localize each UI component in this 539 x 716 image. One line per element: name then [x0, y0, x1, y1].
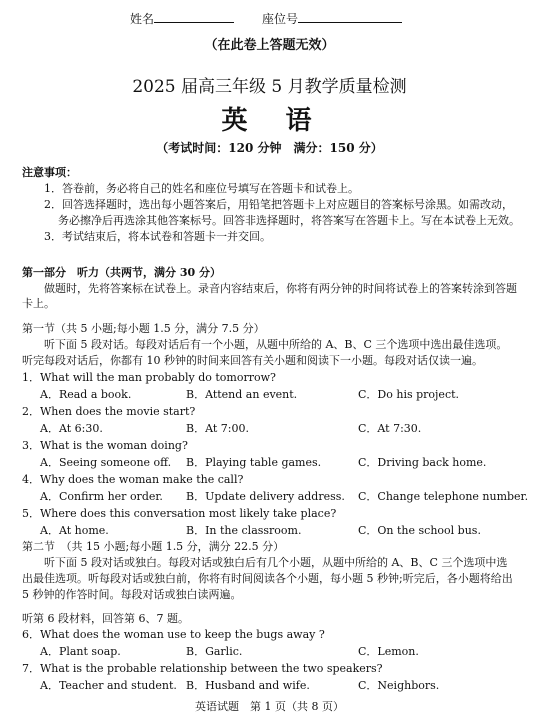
option-2a: A．At 6:30. [40, 422, 103, 435]
option-5a: A．At home. [40, 524, 109, 537]
option-2b: B．At 7:00. [186, 422, 249, 435]
question-2: 2．When does the movie start? [22, 405, 196, 418]
instruction-item: 务必擦净后再选涂其他答案标号。回答非选择题时，将答案写在答题卡上。写在本试卷上无效。 [58, 214, 520, 227]
option-5b: B．In the classroom. [186, 524, 302, 537]
section1-heading: 第一节（共 5 小题;每小题 1.5 分，满分 7.5 分） [22, 322, 265, 335]
option-4a: A．Confirm her order. [40, 490, 163, 503]
no-answer-notice: （在此卷上答题无效） [204, 38, 335, 53]
subject-title: 英 语 [221, 106, 318, 136]
section2-intro-line: 出最佳选项。听每段对话或独白前，你将有时间阅读各个小题，每小题 5 秒钟;听完后，各小题将给出 [22, 572, 513, 585]
seat-field[interactable] [262, 10, 402, 27]
part1-heading: 第一部分 听力（共两节，满分 30 分） [22, 266, 221, 279]
page-footer: 英语试题 第 1 页（共 8 页） [195, 700, 344, 713]
option-1c: C．Do his project. [358, 388, 460, 401]
question-4: 4．Why does the woman make the call? [22, 473, 244, 486]
exam-info: （考试时间：120 分钟 满分：150 分） [156, 141, 383, 155]
option-7c: C．Neighbors. [358, 679, 440, 692]
option-1b: B．Attend an event. [186, 388, 298, 401]
question-3: 3．What is the woman doing? [22, 439, 188, 452]
instruction-item: 1．答卷前，务必将自己的姓名和座位号填写在答题卡和试卷上。 [44, 182, 359, 195]
section1-intro-line: 听下面 5 段对话。每段对话后有一个小题，从题中所给的 A、B、C 三个选项中选出最佳选项。 [44, 338, 508, 351]
name-label: 姓名 [130, 12, 155, 26]
instructions-heading: 注意事项： [22, 166, 77, 179]
option-1a: A．Read a book. [40, 388, 132, 401]
option-3b: B．Playing table games. [186, 456, 322, 469]
section1-intro-line: 听完每段对话后，你都有 10 秒钟的时间来回答有关小题和阅读下一小题。每段对话仅读一遍。 [22, 354, 483, 367]
option-6c: C．Lemon. [358, 645, 419, 658]
question-1: 1．What will the man probably do tomorrow? [22, 371, 276, 384]
part1-intro-line: 卡上。 [22, 297, 55, 310]
seat-label: 座位号 [262, 12, 299, 26]
name-blank[interactable] [154, 10, 234, 23]
material-6-heading: 听第 6 段材料，回答第 6、7 题。 [22, 612, 189, 625]
option-4b: B．Update delivery address. [186, 490, 345, 503]
question-7: 7．What is the probable relationship between the two speakers? [22, 662, 383, 675]
name-field[interactable] [130, 10, 234, 27]
section2-intro-line: 5 秒钟的作答时间。每段对话或独白读两遍。 [22, 588, 242, 601]
option-5c: C．On the school bus. [358, 524, 481, 537]
section2-heading: 第二节 （共 15 小题;每小题 1.5 分，满分 22.5 分） [22, 540, 285, 553]
instruction-item: 3．考试结束后，将本试卷和答题卡一并交回。 [44, 230, 271, 243]
question-6: 6．What does the woman use to keep the bugs away ? [22, 628, 325, 641]
option-7a: A．Teacher and student. [40, 679, 177, 692]
option-6b: B．Garlic. [186, 645, 243, 658]
option-3a: A．Seeing someone off. [40, 456, 172, 469]
option-3c: C．Driving back home. [358, 456, 487, 469]
section2-intro-line: 听下面 5 段对话或独白。每段对话或独白后有几个小题，从题中所给的 A、B、C 三个选项中选 [44, 556, 508, 569]
question-5: 5．Where does this conversation most likely take place? [22, 507, 337, 520]
option-7b: B．Husband and wife. [186, 679, 310, 692]
instruction-item: 2．回答选择题时，选出每小题答案后，用铅笔把答题卡上对应题目的答案标号涂黑。如需改动， [44, 198, 513, 211]
exam-title: 2025 届高三年级 5 月教学质量检测 [132, 77, 407, 97]
seat-blank[interactable] [298, 10, 402, 23]
option-6a: A．Plant soap. [40, 645, 121, 658]
option-2c: C．At 7:30. [358, 422, 422, 435]
part1-intro-line: 做题时，先将答案标在试卷上。录音内容结束后，你将有两分钟的时间将试卷上的答案转涂到答题 [44, 282, 517, 295]
option-4c: C．Change telephone number. [358, 490, 529, 503]
